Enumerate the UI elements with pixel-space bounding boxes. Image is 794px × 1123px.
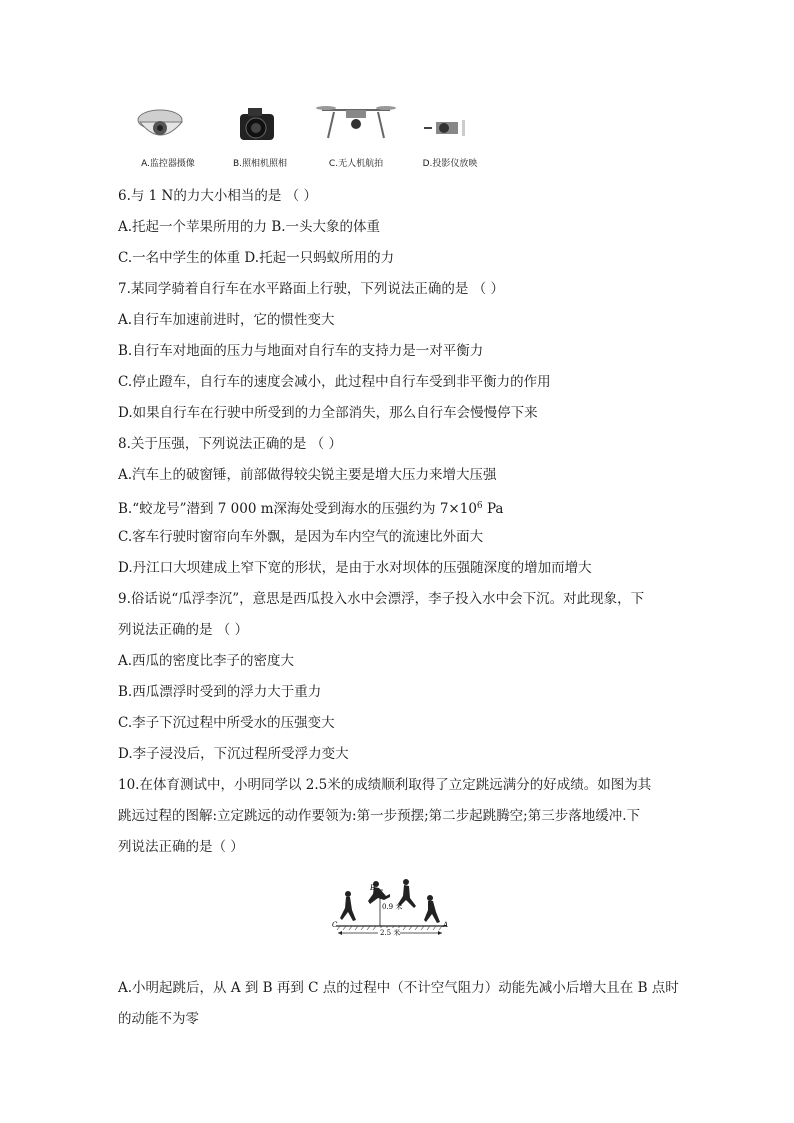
- camera-icon: [210, 98, 310, 154]
- q9-stem-line1: 9.俗话说“瓜浮李沉”，意思是西瓜投入水中会漂浮，李子投入水中会下沉。对此现象，下: [118, 591, 645, 607]
- q8-option-d: D.丹江口大坝建成上窄下宽的形状，是由于水对坝体的压强随深度的增加而增大: [118, 560, 592, 576]
- option-images-row: [118, 98, 498, 174]
- q10-stem-line3: 列说法正确的是（ ）: [118, 839, 244, 855]
- q8-stem: 8.关于压强，下列说法正确的是 （ ）: [118, 436, 342, 452]
- option-caption-c: C.无人机航拍: [328, 159, 384, 169]
- q7-option-d: D.如果自行车在行驶中所受到的力全部消失，那么自行车会慢慢停下来: [118, 405, 538, 421]
- distance-label: 2.5 米: [380, 929, 401, 936]
- option-caption-d: D.投影仪放映: [422, 159, 478, 169]
- option-image-b: [210, 98, 310, 174]
- q8-option-a: A.汽车上的破窗锤，前部做得较尖锐主要是增大压力来增大压强: [118, 467, 497, 483]
- q9-option-c: C.李子下沉过程中所受水的压强变大: [118, 715, 335, 731]
- long-jump-diagram: [330, 876, 450, 936]
- q9-stem-line2: 列说法正确的是 （ ）: [118, 622, 249, 638]
- point-c-label: C: [332, 921, 338, 929]
- projector-icon: [400, 98, 500, 154]
- q8-option-b-exponent: 6: [476, 501, 483, 511]
- q9-option-d: D.李子浸没后，下沉过程所受浮力变大: [118, 746, 349, 762]
- option-caption-a: A.监控器摄像: [141, 159, 195, 169]
- drone-icon: [306, 98, 406, 154]
- height-label: 0.9 米: [382, 903, 403, 911]
- q7-option-c: C.停止蹬车，自行车的速度会减小，此过程中自行车受到非平衡力的作用: [118, 374, 551, 390]
- q6-stem: 6.与 1 N的力大小相当的是 （ ）: [118, 188, 317, 204]
- q6-options-cd: C.一名中学生的体重 D.托起一只蚂蚁所用的力: [118, 250, 395, 266]
- q10-option-a-line1: A.小明起跳后，从 A 到 B 再到 C 点的过程中（不计空气阻力）动能先减小后增大且在 B 点时: [118, 980, 679, 996]
- q8-option-c: C.客车行驶时窗帘向车外飘，是因为车内空气的流速比外面大: [118, 529, 484, 545]
- q10-stem-line1: 10.在体育测试中，小明同学以 2.5米的成绩顺利取得了立定跳远满分的好成绩。如图为其: [118, 777, 652, 793]
- q9-option-a: A.西瓜的密度比李子的密度大: [118, 653, 295, 669]
- security-camera-icon: [118, 98, 218, 154]
- option-image-d: [400, 98, 500, 174]
- option-image-a: [118, 98, 218, 174]
- q8-option-b-text: B.“蛟龙号”潜到 7 000 m深海处受到海水的压强约为 7×10: [118, 501, 477, 517]
- q6-options-ab: A.托起一个苹果所用的力 B.一头大象的体重: [118, 219, 381, 235]
- point-b-label: B: [370, 884, 376, 892]
- option-caption-b: B.照相机照相: [232, 159, 288, 169]
- long-jump-figure: [330, 876, 450, 936]
- point-a-label: A: [443, 921, 449, 929]
- q7-stem: 7.某同学骑着自行车在水平路面上行驶，下列说法正确的是 （ ）: [118, 281, 504, 297]
- option-image-c: [306, 98, 406, 174]
- q7-option-b: B.自行车对地面的压力与地面对自行车的支持力是一对平衡力: [118, 343, 484, 359]
- q10-stem-line2: 跳远过程的图解:立定跳远的动作要领为:第一步预摆;第二步起跳腾空;第三步落地缓冲.下: [118, 808, 640, 824]
- q8-option-b-unit: Pa: [482, 501, 504, 517]
- q8-option-b: [118, 497, 503, 518]
- q10-option-a-line2: 的动能不为零: [118, 1011, 199, 1027]
- q9-option-b: B.西瓜漂浮时受到的浮力大于重力: [118, 684, 322, 700]
- q7-option-a: A.自行车加速前进时，它的惯性变大: [118, 312, 335, 328]
